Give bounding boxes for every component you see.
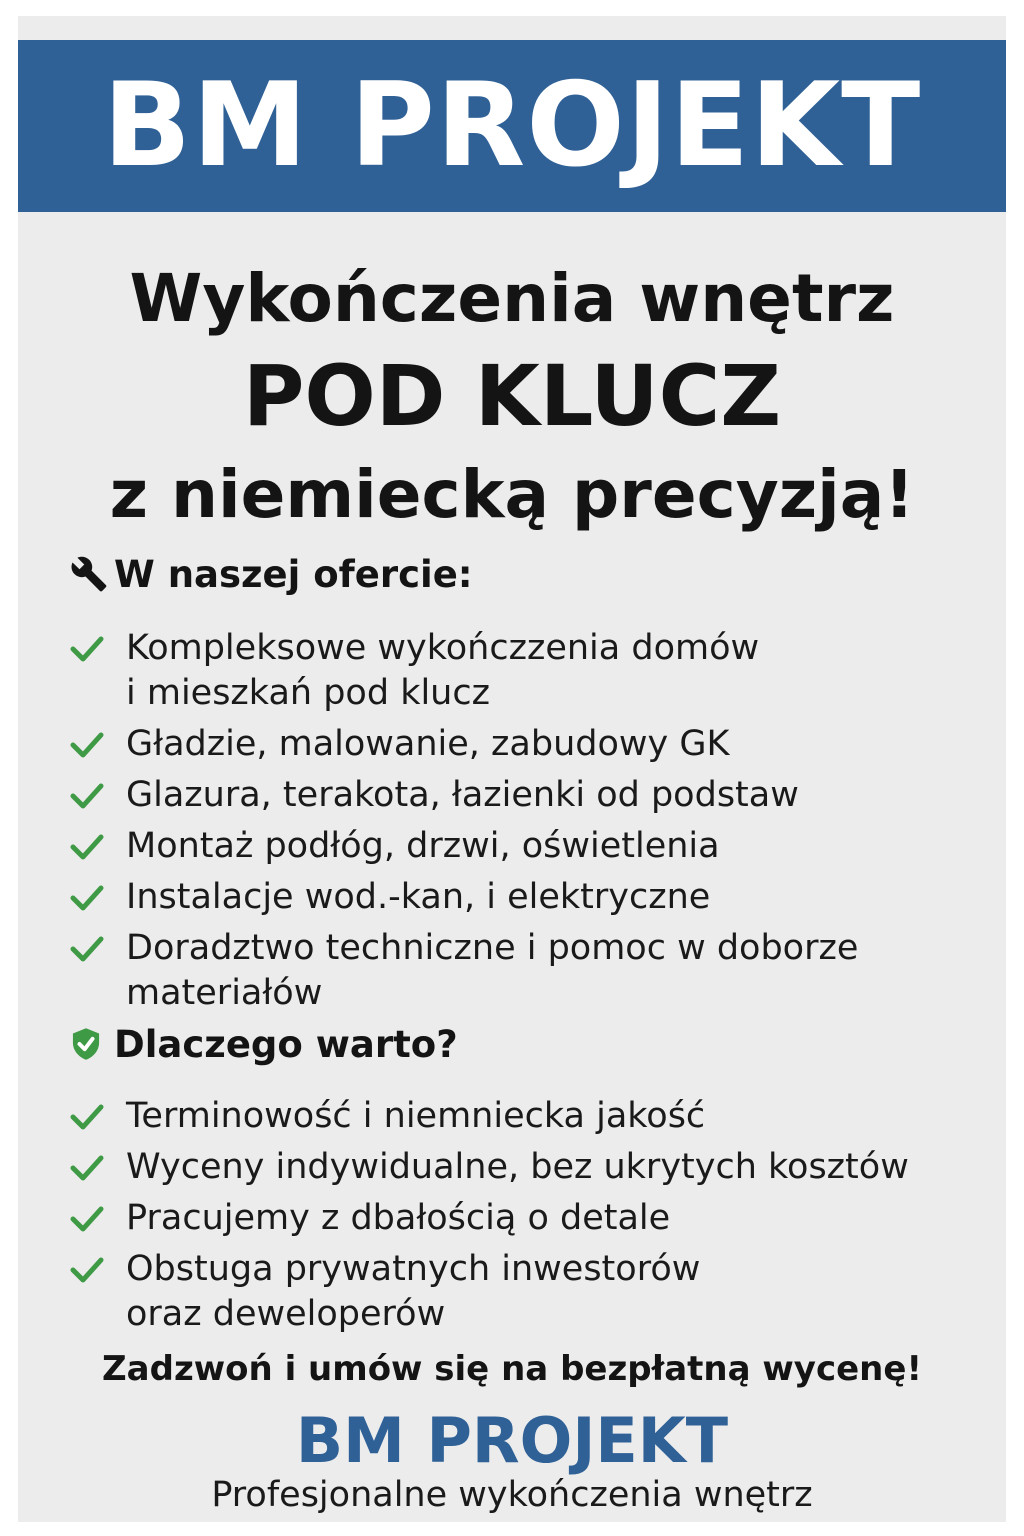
headline-line-2: POD KLUCZ <box>242 347 782 445</box>
list-item-text: Kompleksowe wykończzenia domów i mieszkań pod klucz <box>126 628 760 713</box>
list-item <box>70 824 1000 869</box>
footer-tagline: Profesjonalne wykończenia wnętrz <box>211 1475 813 1515</box>
checkmark-icon <box>70 875 126 920</box>
checkmark-icon <box>70 722 126 767</box>
checkmark-icon <box>70 1145 126 1190</box>
list-item <box>70 1145 1000 1190</box>
offer-list <box>70 626 1000 1022</box>
wrench-icon <box>70 554 114 594</box>
checkmark-icon <box>70 1196 126 1241</box>
list-item-text: Obstuga prywatnych inwestorów oraz deweloperów <box>126 1249 701 1334</box>
list-item-text: Terminowość i niemniecka jakość <box>126 1096 706 1136</box>
list-item-text: Gładzie, malowanie, zabudowy GK <box>126 724 730 764</box>
header-banner <box>18 40 1006 212</box>
why-heading <box>70 1024 458 1064</box>
checkmark-icon <box>70 1094 126 1139</box>
list-item-text: Instalacje wod.-kan, i elektryczne <box>126 877 711 917</box>
why-title: Dlaczego warto? <box>114 1022 458 1066</box>
headline-line-1: Wykończenia wnętrz <box>129 260 895 337</box>
poster <box>18 16 1006 1522</box>
list-item <box>70 1196 1000 1241</box>
footer-brand: BM PROJEKT <box>295 1404 729 1477</box>
shield-check-icon <box>70 1024 114 1064</box>
checkmark-icon <box>70 824 126 869</box>
list-item <box>70 722 1000 767</box>
list-item <box>70 875 1000 920</box>
offer-title: W naszej ofercie: <box>114 552 473 596</box>
list-item <box>70 1247 1000 1337</box>
headline-line-3: z niemiecką precyzją! <box>109 456 915 533</box>
list-item <box>70 626 1000 716</box>
list-item <box>70 926 1000 1016</box>
checkmark-icon <box>70 773 126 818</box>
list-item-text: Glazura, terakota, łazienki od podstaw <box>126 775 799 815</box>
checkmark-icon <box>70 626 126 671</box>
offer-heading <box>70 554 473 594</box>
list-item <box>70 1094 1000 1139</box>
call-to-action: Zadzwoń i umów się na bezpłatną wycenę! <box>102 1349 922 1389</box>
brand-title: BM PROJEKT <box>102 58 922 193</box>
list-item-text: Pracujemy z dbałością o detale <box>126 1198 671 1238</box>
list-item <box>70 773 1000 818</box>
checkmark-icon <box>70 1247 126 1292</box>
checkmark-icon <box>70 926 126 971</box>
list-item-text: Montaż podłóg, drzwi, oświetlenia <box>126 826 720 866</box>
why-list <box>70 1094 1000 1343</box>
list-item-text: Wyceny indywidualne, bez ukrytych kosztów <box>126 1147 909 1187</box>
list-item-text: Doradztwo techniczne i pomoc w doborze materiałów <box>126 928 859 1013</box>
